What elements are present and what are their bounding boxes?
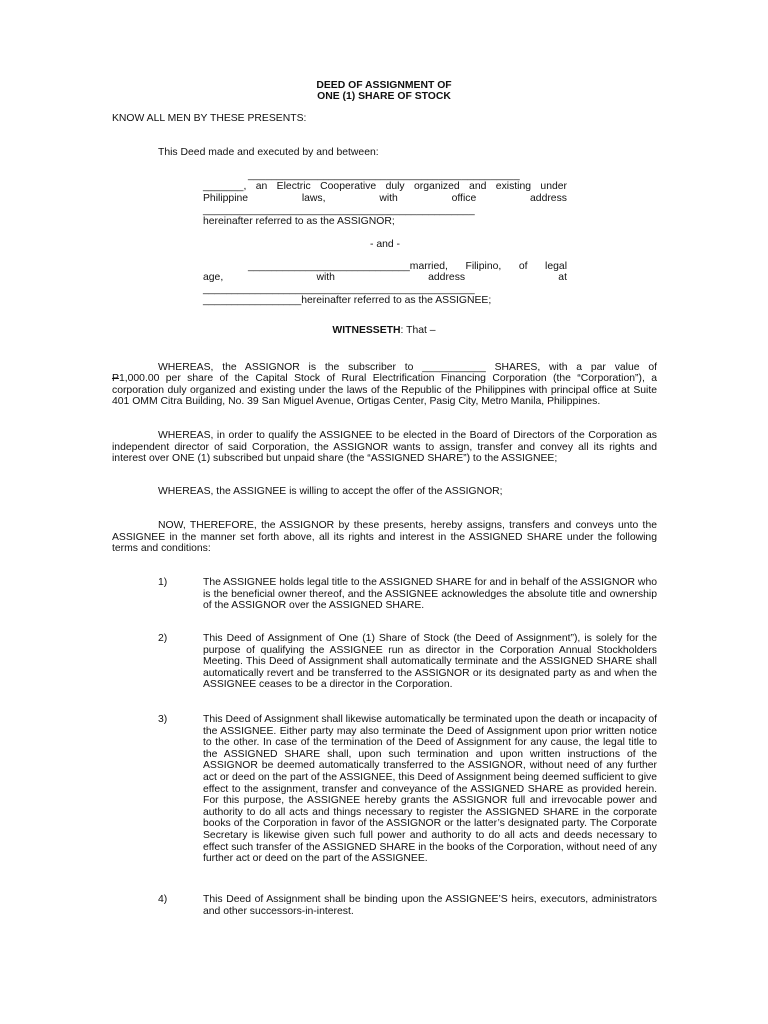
item-3-number: 3) — [158, 714, 168, 725]
title-line-2: ONE (1) SHARE OF STOCK — [317, 91, 451, 102]
word: address — [428, 272, 466, 283]
and-separator: - and - — [369, 239, 401, 250]
witnesseth-rest: : That – — [400, 325, 436, 336]
item-3-text: This Deed of Assignment shall likewise automatically be terminated upon the death or incapacity of the ASSIGNEE. Either party may also terminate the Deed of Assignment upon prior written notice to the other. In case of the termination of the Deed of Assignment for any cause, the legal title to the ASSIGNED SHARE shall, upon such termination and upon written instructions of the ASSIGNOR be deemed automatically transferred to the ASSIGNOR, without need of any further act or deed on the part of the ASSIGNEE, this Deed of Assignment being deemed sufficient to give effect to the assignment, transfer and conveyance of the ASSIGNED SHARE as provided herein. For this purpose, the ASSIGNEE hereby grants the ASSIGNOR full and irrevocable power and authority to do all acts and things necessary to register the ASSIGNED SHARE in the corporate books of the Corporation in favor of the ASSIGNOR or the latter’s designated party. The Corporate Secretary is likewise given such full power and authority to do all acts and deeds necessary to effect such transfer of the ASSIGNED SHARE in the books of the Corporation, without need of any further act or deed on the part of the ASSIGNEE. — [203, 714, 657, 865]
opening-line: KNOW ALL MEN BY THESE PRESENTS: — [112, 113, 307, 124]
whereas-1-first-line: WHEREAS, the ASSIGNOR is the subscriber to ___________ SHARES, with a par value of — [158, 362, 657, 373]
assignee-referred: _________________hereinafter referred to as the ASSIGNEE; — [203, 295, 492, 306]
word: laws, — [301, 193, 326, 204]
item-1-number: 1) — [158, 577, 168, 588]
item-2-text: This Deed of Assignment of One (1) Share of Stock (the Deed of Assignment”), is solely for the purpose of qualifying the ASSIGNEE run as director in the Corporation Annual Stockholders Meeting. This Deed of Assignment shall automatically terminate and the ASSIGNED SHARE shall automatically revert and be transferred to the ASSIGNOR or its designated party as and when the ASSIGNEE ceases to be a director in the Corporation. — [203, 633, 657, 691]
assignor-line-3 — [203, 193, 567, 205]
item-2-number: 2) — [158, 633, 168, 644]
intro-line: This Deed made and executed by and between: — [158, 147, 379, 158]
word: office — [451, 193, 477, 204]
word: with — [316, 272, 335, 283]
word: at — [558, 272, 567, 283]
witnesseth-bold: WITNESSETH — [332, 325, 401, 336]
whereas-1-body — [112, 373, 657, 408]
item-4-number: 4) — [158, 894, 168, 905]
whereas-1-rest: 1,000.00 per share of the Capital Stock of Rural Electrification Financing Corporation (the “Corporation”), a corporation duly organized and existing under the laws of the Republic of the Philippines with principal office at Suite 401 OMM Citra Building, No. 39 San Miguel Avenue, Ortigas Center, Pasig City, Metro Manila, Philippines. — [112, 373, 657, 408]
assignor-referred: hereinafter referred to as the ASSIGNOR; — [203, 216, 395, 227]
word: with — [379, 193, 398, 204]
assignor-line-2: _______, an Electric Cooperative duly organized and existing under — [203, 181, 567, 192]
assignor-address-blank: _______________________________________________ — [203, 205, 475, 216]
title-line-1: DEED OF ASSIGNMENT OF — [316, 80, 452, 91]
word: address — [530, 193, 567, 204]
witnesseth-line — [0, 325, 768, 337]
item-4-text: This Deed of Assignment shall be binding upon the ASSIGNEE’S heirs, executors, administrators and other successors-in-interest. — [203, 894, 657, 917]
whereas-3: WHEREAS, the ASSIGNEE is willing to accept the offer of the ASSIGNOR; — [158, 486, 503, 497]
word: age, — [203, 272, 224, 283]
word: Philippine — [203, 193, 249, 204]
assignor-blank-line: _______________________________________________ — [248, 170, 520, 181]
assignee-line-1: ____________________________married, Filipino, of legal — [248, 261, 567, 272]
whereas-2: WHEREAS, in order to qualify the ASSIGNEE to be elected in the Board of Directors of the Corporation as independent director of said Corporation, the ASSIGNOR wants to assign, transfer and convey all its rights and interest over ONE (1) subscribed but unpaid share (the “ASSIGNED SHARE”) to the ASSIGNEE; — [112, 430, 657, 465]
assignee-line-2 — [203, 272, 567, 284]
now-therefore: NOW, THEREFORE, the ASSIGNOR by these presents, hereby assigns, transfers and conveys unto the ASSIGNEE in the manner set forth above, all its rights and interest in the ASSIGNED SHARE under the following terms and conditions: — [112, 520, 657, 555]
assignee-address-blank: _______________________________________________ — [203, 284, 475, 295]
peso-symbol: P — [112, 373, 119, 384]
item-1-text: The ASSIGNEE holds legal title to the ASSIGNED SHARE for and in behalf of the ASSIGNOR who is the beneficial owner thereof, and the ASSIGNEE acknowledges the absolute title and ownership of the ASSIGNOR over the ASSIGNED SHARE. — [203, 577, 657, 612]
